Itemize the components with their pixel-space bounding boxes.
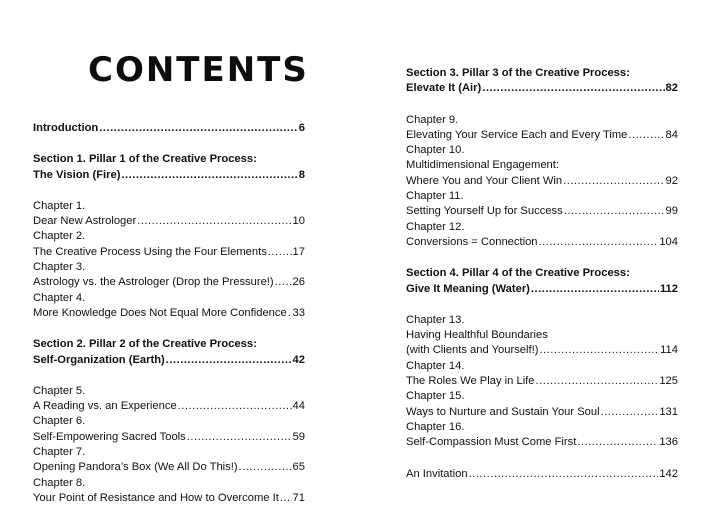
toc-chapter-8[interactable] <box>33 476 305 506</box>
chapter-page: 59 <box>292 430 305 443</box>
section-heading: Section 1. Pillar 1 of the Creative Process: <box>33 153 257 166</box>
leader-dots <box>178 399 292 414</box>
leader-dots <box>288 306 292 321</box>
chapter-label: Chapter 12. <box>406 220 465 233</box>
toc-chapter-14[interactable] <box>406 359 678 390</box>
chapter-title: Self-Compassion Must Come First <box>406 436 577 449</box>
chapter-title-line1: Multidimensional Engagement: <box>406 159 559 172</box>
chapter-title: Your Point of Resistance and How to Overcome It <box>33 491 279 504</box>
chapter-label: Chapter 6. <box>33 415 86 428</box>
section-page: 112 <box>659 282 678 295</box>
toc-chapter-15[interactable] <box>406 389 678 420</box>
toc-chapter-13[interactable] <box>406 313 678 359</box>
toc-chapter-9[interactable] <box>406 113 678 144</box>
leader-dots <box>137 214 291 229</box>
leader-dots <box>539 343 659 358</box>
entry-page: 6 <box>298 122 305 134</box>
toc-chapter-1[interactable] <box>33 199 305 230</box>
section-title: Self-Organization (Earth) <box>33 353 165 366</box>
leader-dots <box>99 121 298 136</box>
leader-dots <box>564 204 665 219</box>
chapter-label: Chapter 2. <box>33 230 86 243</box>
toc-entry-invitation[interactable] <box>406 467 678 482</box>
chapter-page: 33 <box>292 306 305 319</box>
chapter-page: 125 <box>659 375 678 388</box>
chapter-label: Chapter 14. <box>406 359 465 372</box>
leader-dots <box>469 467 659 482</box>
chapter-label: Chapter 7. <box>33 446 86 459</box>
chapter-page: 136 <box>659 436 678 449</box>
leader-dots <box>563 174 664 189</box>
section-heading: Section 4. Pillar 4 of the Creative Process: <box>406 267 630 280</box>
entry-title: Introduction <box>33 122 99 134</box>
chapter-page: 92 <box>665 174 678 187</box>
toc-chapter-4[interactable] <box>33 291 305 322</box>
chapter-title: A Reading vs. an Experience <box>33 400 177 413</box>
toc-chapter-7[interactable] <box>33 445 305 476</box>
chapter-page: 17 <box>292 245 305 258</box>
chapter-label: Chapter 5. <box>33 384 86 397</box>
page-title: CONTENTS <box>88 50 309 90</box>
toc-chapter-3[interactable] <box>33 260 305 291</box>
chapter-page: 131 <box>659 405 678 418</box>
chapter-page: 44 <box>292 400 305 413</box>
chapter-label: Chapter 13. <box>406 313 465 326</box>
chapter-label: Chapter 1. <box>33 199 86 212</box>
chapter-label: Chapter 16. <box>406 420 465 433</box>
section-title: Elevate It (Air) <box>406 82 482 95</box>
toc-chapter-10[interactable] <box>406 143 678 189</box>
chapter-title: Self-Empowering Sacred Tools <box>33 430 186 443</box>
toc-chapter-11[interactable] <box>406 189 678 220</box>
leader-dots <box>482 81 664 96</box>
chapter-label: Chapter 11. <box>406 190 464 203</box>
chapter-title: Ways to Nurture and Sustain Your Soul <box>406 405 600 418</box>
toc-right-column <box>406 66 678 482</box>
entry-title: An Invitation <box>406 467 468 480</box>
section-heading: Section 2. Pillar 2 of the Creative Process: <box>33 338 257 351</box>
toc-chapter-6[interactable] <box>33 414 305 445</box>
chapter-page: 104 <box>659 235 678 248</box>
toc-chapter-2[interactable] <box>33 229 305 260</box>
chapter-title: The Roles We Play in Life <box>406 375 535 388</box>
toc-left-column <box>33 121 305 506</box>
section-title: Give It Meaning (Water) <box>406 282 530 295</box>
toc-section-3[interactable] <box>406 66 678 97</box>
leader-dots <box>187 430 292 445</box>
toc-section-2[interactable] <box>33 337 305 368</box>
chapter-title: Astrology vs. the Astrologer (Drop the Pressure!) <box>33 276 274 289</box>
chapter-label: Chapter 4. <box>33 291 86 304</box>
chapter-page: 114 <box>660 344 678 357</box>
leader-dots <box>268 245 292 260</box>
chapter-label: Chapter 9. <box>406 113 459 126</box>
toc-chapter-16[interactable] <box>406 420 678 451</box>
toc-chapter-5[interactable] <box>33 384 305 415</box>
leader-dots <box>628 128 664 143</box>
chapter-page: 10 <box>292 215 305 228</box>
section-page: 42 <box>292 353 305 366</box>
chapter-title: Setting Yourself Up for Success <box>406 205 563 218</box>
chapter-label: Chapter 3. <box>33 261 86 274</box>
chapter-page: 71 <box>292 491 305 504</box>
chapter-page: 99 <box>665 205 678 218</box>
section-page: 8 <box>298 168 305 181</box>
leader-dots <box>601 405 659 420</box>
chapter-page: 84 <box>665 128 678 141</box>
section-page: 82 <box>665 82 678 95</box>
chapter-page: 65 <box>292 461 305 474</box>
chapter-title: Opening Pandora’s Box (We All Do This!) <box>33 461 238 474</box>
chapter-title: Where You and Your Client Win <box>406 174 563 187</box>
leader-dots <box>539 235 659 250</box>
chapter-label: Chapter 10. <box>406 144 465 157</box>
chapter-title: More Knowledge Does Not Equal More Confidence <box>33 306 287 319</box>
section-heading: Section 3. Pillar 3 of the Creative Process: <box>406 67 630 79</box>
toc-entry-introduction[interactable] <box>33 121 305 136</box>
chapter-title: The Creative Process Using the Four Elements <box>33 245 267 258</box>
chapter-label: Chapter 8. <box>33 476 86 489</box>
leader-dots <box>577 435 658 450</box>
chapter-title: Conversions = Connection <box>406 235 538 248</box>
leader-dots <box>536 374 659 389</box>
entry-page: 142 <box>659 467 678 480</box>
chapter-title: Elevating Your Service Each and Every Time <box>406 128 628 141</box>
leader-dots <box>531 282 659 297</box>
chapter-title-line1: Having Healthful Boundaries <box>406 329 548 342</box>
toc-section-4[interactable] <box>406 266 678 297</box>
chapter-label: Chapter 15. <box>406 390 465 403</box>
leader-dots <box>166 353 292 368</box>
toc-chapter-12[interactable] <box>406 220 678 251</box>
chapter-title: (with Clients and Yourself!) <box>406 344 539 357</box>
leader-dots <box>121 168 297 183</box>
leader-dots <box>275 275 292 290</box>
leader-dots <box>239 460 292 475</box>
toc-section-1[interactable] <box>33 152 305 183</box>
chapter-page: 26 <box>292 276 305 289</box>
section-title: The Vision (Fire) <box>33 168 121 181</box>
chapter-title: Dear New Astrologer <box>33 215 137 228</box>
